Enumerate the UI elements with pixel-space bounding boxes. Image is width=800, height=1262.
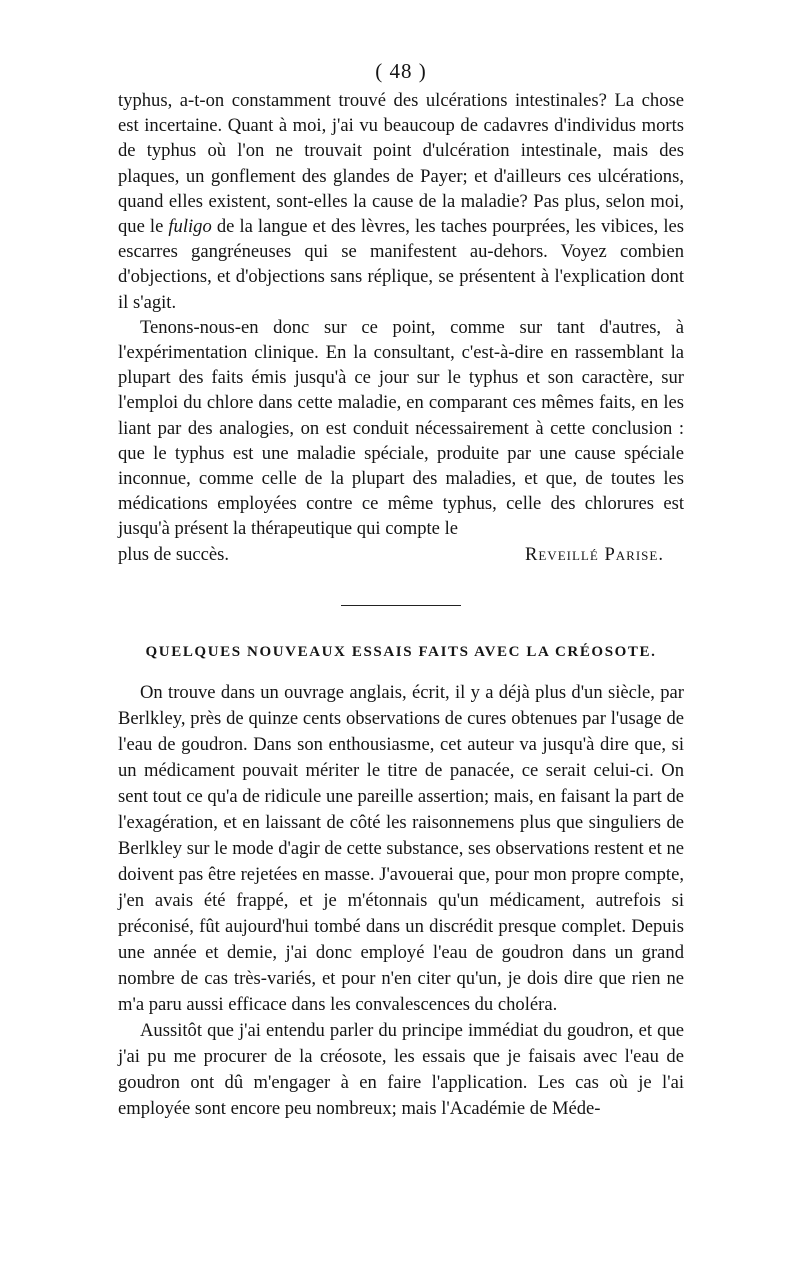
paragraph: Tenons-nous-en donc sur ce point, comme sur tant d'autres, à l'expérimentation clinique. En la consultant, c'est-à-dire en rassemblant la plupart des faits émis jusqu'à ce jour sur le typhus et son caractère, sur l'emploi du chlore dans cette maladie, en comparant ces mêmes faits, en les liant par des analogies, on est conduit nécessairement à cette conclusion : que le typhus est une maladie spéciale, produite par une cause spéciale inconnue, comme celle de la plupart des maladies, et que, de toutes les médications employées contre ce même typhus, celle des chlorures est jusqu'à présent la thérapeutique qui compte le (118, 316, 684, 540)
closing-line (118, 542, 684, 567)
article (118, 642, 684, 1122)
paragraph: On trouve dans un ouvrage anglais, écrit, il y a déjà plus d'un siècle, par Berlkley, près de quinze cents observations de cures obtenues par l'usage de l'eau de goudron. Dans son enthousiasme, cet auteur va jusqu'à dire que, si un médicament pouvait mériter le titre de panacée, ce serait celui-ci. On sent tout ce qu'a de ridicule une pareille assertion; mais, en faisant la part de l'exagération, et en laissant de côté les raisonnemens plus que singuliers de Berlkley sur le mode d'agir de cette substance, ses observations restent et ne doivent pas être rejetées en masse. J'avouerai que, pour mon propre compte, j'en avais été frappé, et je m'étonnais qu'un médicament, autrefois si préconisé, fût aujourd'hui tombé dans un discrédit presque complet. Depuis une année et demie, j'ai donc employé l'eau de goudron dans un grand nombre de cas très-variés, et pour n'en citer qu'un, je dois dire que rien ne m'a paru aussi efficace dans les convalescences du choléra. (118, 681, 684, 1015)
paragraph-text: typhus, a-t-on constamment trouvé des ulcérations intestinales? La chose est incertaine. Quant à moi, j'ai vu beaucoup de cadavres d'individus morts de typhus où l'on ne trouvait point d'ulcération intestinale, mais des plaques, un gonflement des glandes de Payer; et d'ailleurs ces ulcérations, quand elles existent, sont-elles la cause de la maladie? Pas plus, selon moi, que le (118, 90, 684, 238)
italic-term: fuligo (168, 216, 212, 238)
page (118, 58, 684, 1122)
page-number: ( 48 ) (375, 59, 427, 83)
article-continuation (118, 88, 684, 567)
paragraph (118, 88, 684, 315)
paragraph-text: de la langue et des lèvres, les taches pourprées, les vibices, les escarres gangréneuses qui se manifestent au-dehors. Voyez combien d'objections, et d'objections sans réplique, se présentent à l'explication dont il s'agit. (118, 216, 684, 313)
paragraph-end: plus de succès. (118, 543, 230, 565)
article-title: QUELQUES NOUVEAUX ESSAIS FAITS AVEC LA CRÉOSOTE. (145, 643, 657, 660)
section-divider (341, 605, 461, 606)
paragraph: Aussitôt que j'ai entendu parler du principe immédiat du goudron, et que j'ai pu me procurer de la créosote, les essais que je faisais avec l'eau de goudron ont dû m'engager à en faire l'application. Les cas où je l'ai employée sont encore peu nombreux; mais l'Académie de Méde- (118, 1019, 684, 1119)
author-signature: Reveillé Parise. (524, 543, 664, 565)
